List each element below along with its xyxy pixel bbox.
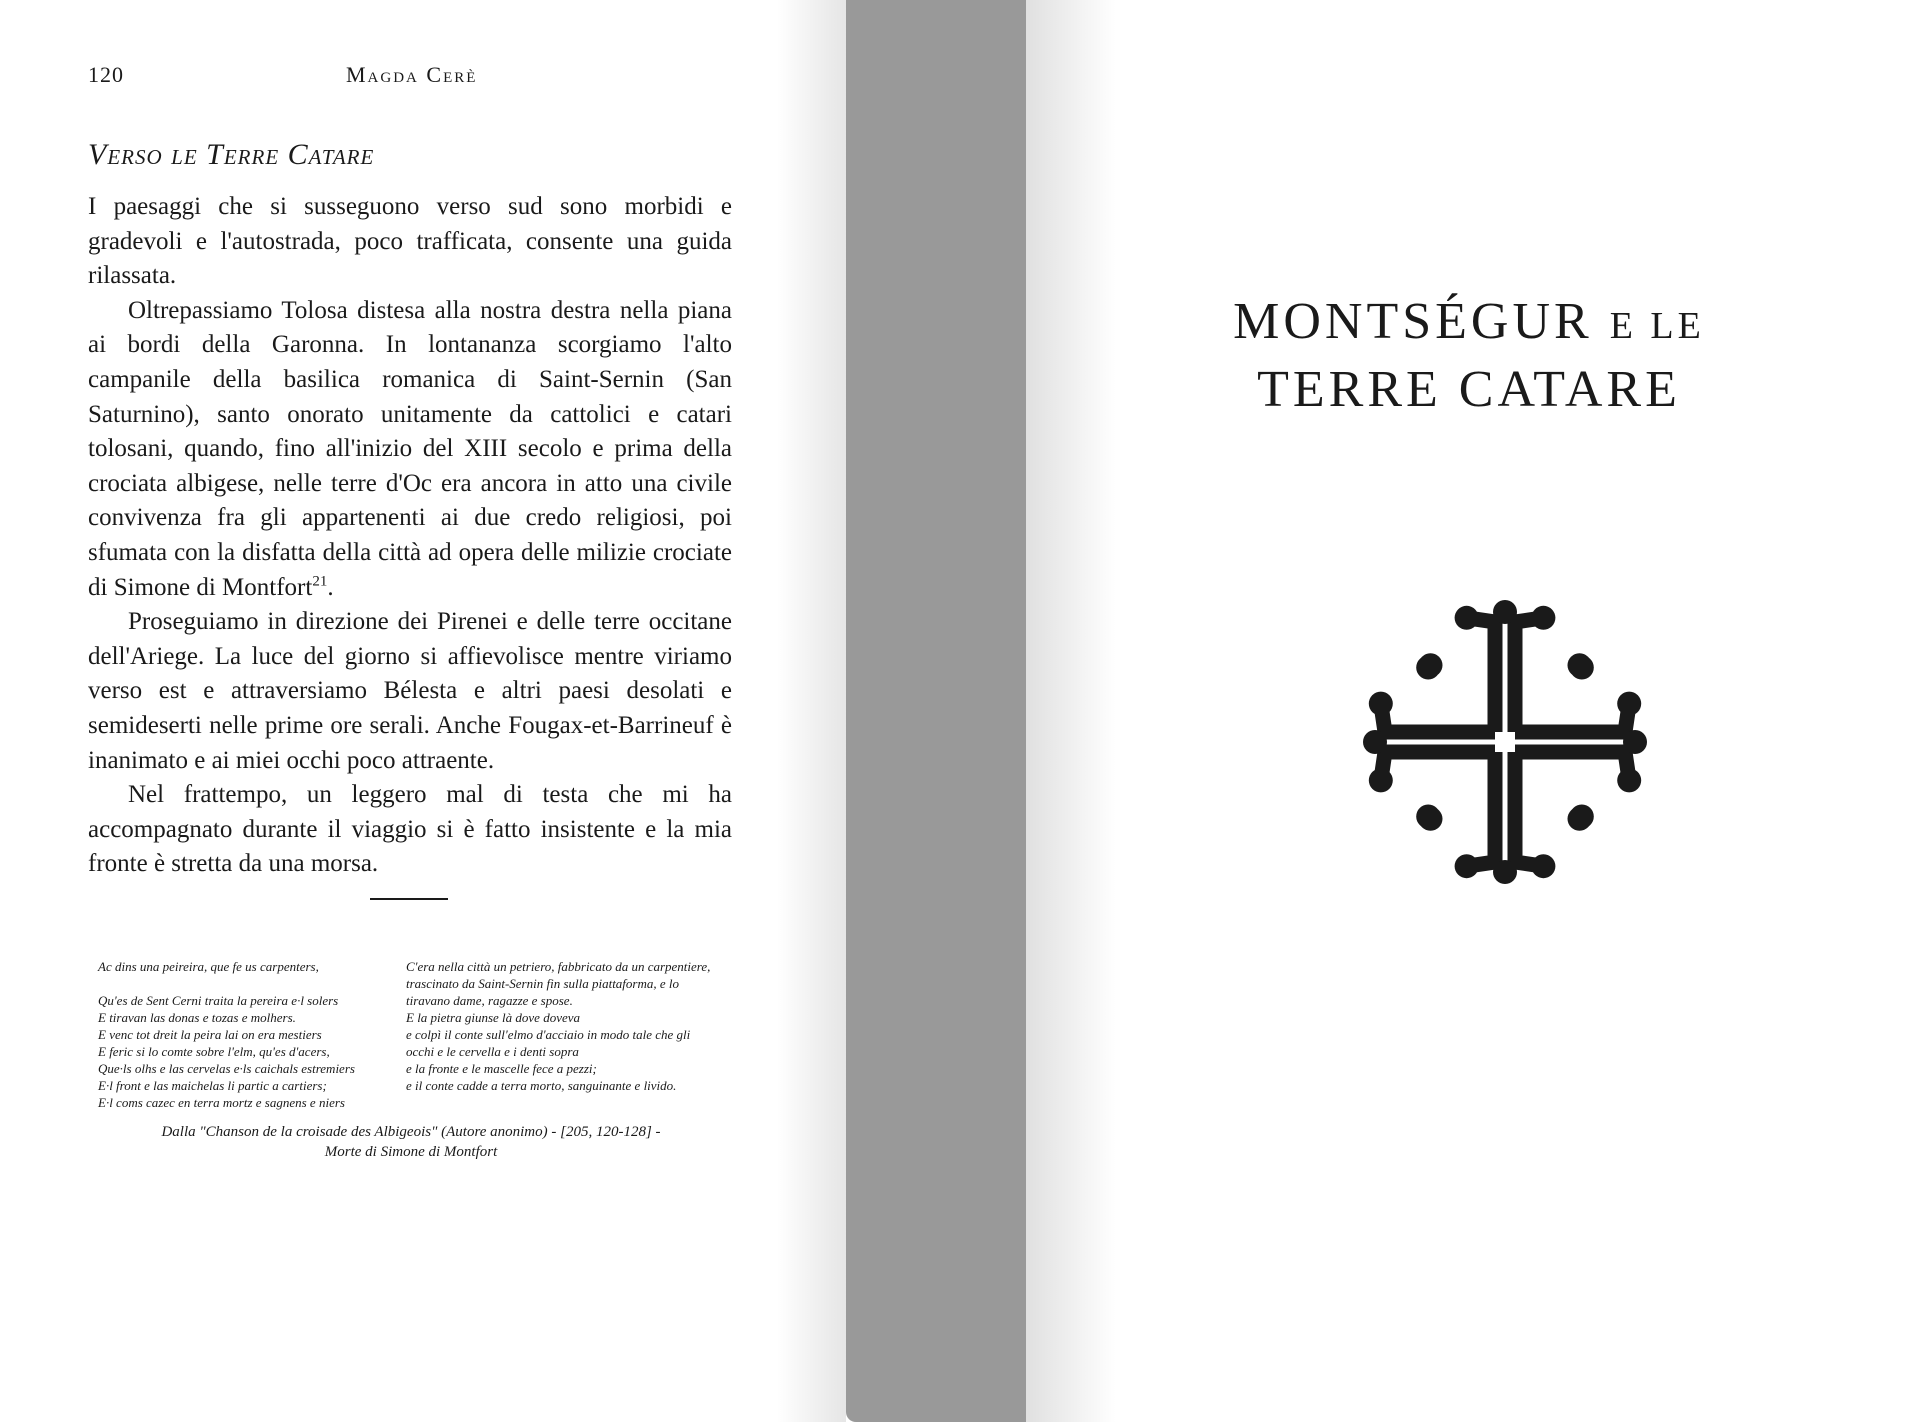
section-title: Verso le Terre Catare	[88, 138, 375, 171]
cross-arm	[1381, 752, 1495, 780]
running-head	[88, 62, 732, 92]
chapter-title	[1026, 290, 1912, 422]
running-head-author: Magda Cerè	[346, 62, 478, 87]
poem-original-line: Qu'es de Sent Cerni traita la pereira e·l solers	[98, 993, 339, 1008]
cross-arm	[1515, 752, 1543, 866]
poem-translation-line: occhi e le cervella e i denti sopra	[406, 1044, 579, 1059]
poem-translation-line: trascinato da Saint-Sernin fin sulla piattaforma, e lo	[406, 976, 679, 991]
occitan-cross-icon	[1340, 577, 1670, 907]
poem-original-line: E·l front e las maichelas li partic a cartiers;	[98, 1078, 327, 1093]
poem-translation-line: C'era nella città un petriero, fabbricato da un carpentiere,	[406, 959, 711, 974]
cross-pommel	[1617, 768, 1641, 792]
poem-translation-line: e colpì il conte sull'elmo d'acciaio in modo tale che gli	[406, 1027, 691, 1042]
poem-translation-line: e il conte cadde a terra morto, sanguinante e livido.	[406, 1078, 677, 1093]
cross-pommel	[1531, 854, 1555, 878]
footnote-divider	[370, 898, 448, 900]
cross-pommel	[1493, 600, 1517, 624]
cross-pommel	[1416, 656, 1440, 680]
page-fold-shadow	[1026, 0, 1116, 1422]
left-page	[0, 0, 846, 1422]
page-fold-shadow	[776, 0, 846, 1422]
page-number: 120	[88, 62, 124, 87]
cross-pommel	[1623, 730, 1647, 754]
paragraph-2-text: Oltrepassiamo Tolosa distesa alla nostra destra nella piana ai bordi della Garonna. In lontananza scorgiamo l'alto campanile della basilica romanica di Saint-Sernin (San Saturnino), santo onorato unitamente da cattolici e catari tolosani, quando, fino all'inizio del XIII secolo e prima della crociata albigese, nelle terre d'Oc era ancora in atto una civile convivenza fra gli appartenenti ai due credo religiosi, poi sfumata con la disfatta della città ad opera delle milizie crociate di Simone di Montfort	[88, 296, 732, 601]
cross-pommel	[1369, 768, 1393, 792]
cross-pommel	[1419, 807, 1443, 831]
poem-original-line: Que·ls olhs e las cervelas e·ls caichals estremiers	[98, 1061, 355, 1076]
cross-arm	[1467, 752, 1495, 866]
poem-stanza-gap	[98, 975, 388, 992]
cross-arm	[1515, 704, 1629, 732]
poem-original-column	[98, 958, 388, 1111]
chapter-title-part: TERRE CATARE	[1257, 361, 1681, 418]
poem-original-line: E venc tot dreit la peira lai on era mestiers	[98, 1027, 322, 1042]
cross-pommel	[1568, 653, 1592, 677]
cross-pommel	[1617, 692, 1641, 716]
poem-translation-line: tiravano dame, ragazze e spose.	[406, 993, 573, 1008]
cross-pommel	[1568, 807, 1592, 831]
poem-source	[98, 1122, 724, 1162]
poem-original-line: E·l coms cazec en terra mortz e sagnens e niers	[98, 1095, 345, 1110]
cross-arm	[1381, 704, 1495, 732]
paragraph-2	[88, 294, 732, 605]
cross-arm	[1515, 618, 1543, 732]
poem-source-line: Morte di Simone di Montfort	[324, 1144, 498, 1160]
paragraph-1: I paesaggi che si susseguono verso sud sono morbidi e gradevoli e l'autostrada, poco trafficata, consente una guida rilassata.	[88, 193, 732, 290]
footnote-reference[interactable]: 21	[312, 573, 328, 590]
cross-pommel	[1455, 854, 1479, 878]
cross-pommel	[1369, 692, 1393, 716]
book-gutter	[846, 0, 1026, 1422]
poem-original-line: E tiravan las donas e tozas e molhers.	[98, 1010, 296, 1025]
paragraph-3: Proseguiamo in direzione dei Pirenei e delle terre occitane dell'Ariege. La luce del giorno si affievolisce mentre viriamo verso est e attraversiamo Bélesta e altri paesi desolati e semideserti nelle prime ore serali. Anche Fougax-et-Barrineuf è inanimato e ai miei occhi poco attraente.	[88, 608, 732, 774]
cross-pommel	[1493, 860, 1517, 884]
poem-translation-line: e la fronte e le mascelle fece a pezzi;	[406, 1061, 597, 1076]
paragraph-4: Nel frattempo, un leggero mal di testa che mi ha accompagnato durante il viaggio si è fatto insistente e la mia fronte è stretta da una morsa.	[88, 781, 732, 878]
chapter-title-part: MONTSÉGUR	[1233, 293, 1593, 350]
poem-translation-column	[406, 958, 724, 1094]
poem-translation-line: E la pietra giunse là dove doveva	[406, 1010, 581, 1025]
poem-original-line: E feric si lo comte sobre l'elm, qu'es d'acers,	[98, 1044, 330, 1059]
cross-arm	[1515, 752, 1629, 780]
poem-original-line: Ac dins una peireira, que fe us carpenters,	[98, 959, 319, 974]
cross-pommel	[1455, 606, 1479, 630]
cross-pommel	[1363, 730, 1387, 754]
paragraph-2-end: .	[327, 573, 334, 601]
cross-pommel	[1531, 606, 1555, 630]
body-text	[88, 190, 732, 882]
chapter-title-part: E LE	[1609, 305, 1705, 347]
poem-source-line: Dalla "Chanson de la croisade des Albigeois" (Autore anonimo) - [205, 120-128] -	[161, 1124, 661, 1140]
cross-arm	[1467, 618, 1495, 732]
